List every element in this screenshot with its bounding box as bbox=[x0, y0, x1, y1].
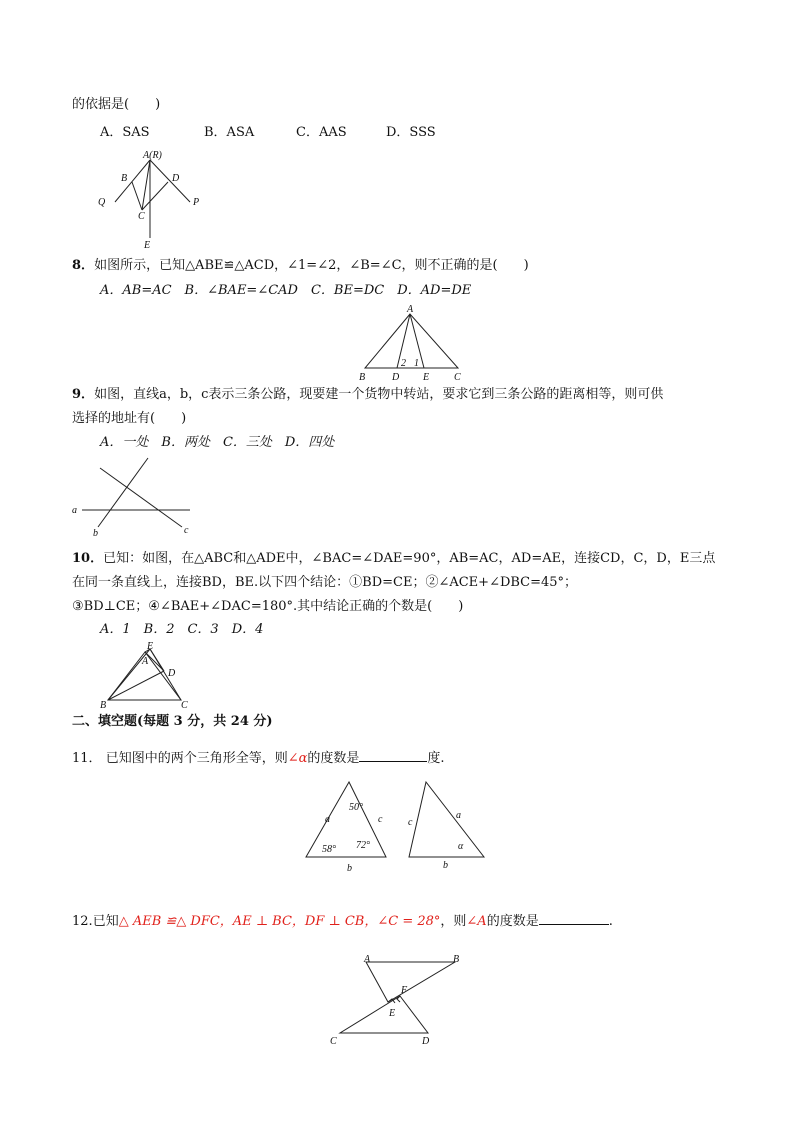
q9-stem-line2: 选择的地址有( ) bbox=[72, 411, 187, 426]
q12-stem-b: ，则 bbox=[440, 914, 467, 929]
q8-options: A．AB=AC B．∠BAE=∠CAD C．BE=DC D．AD=DE bbox=[100, 283, 472, 298]
q10-label-d: D bbox=[168, 668, 176, 679]
q7-label-d: D bbox=[172, 173, 180, 184]
q8-label-1: 1 bbox=[414, 358, 419, 369]
q12-label-c: C bbox=[330, 1036, 337, 1047]
q11-unit: 度. bbox=[427, 751, 445, 766]
q10-label-e: E bbox=[147, 641, 154, 652]
q10-number: 10 bbox=[72, 551, 91, 566]
q8-label-c: C bbox=[454, 372, 461, 383]
q8-label-a: A bbox=[407, 304, 414, 315]
q10-label-c: C bbox=[181, 700, 188, 711]
q11-stem-b: 的度数是 bbox=[307, 751, 360, 766]
q12-stem-c: 的度数是 bbox=[486, 914, 539, 929]
q11-number: 11． bbox=[72, 751, 102, 766]
q10-stem-line3: ③BD⊥CE；④∠BAE+∠DAC=180°.其中结论正确的个数是( ) bbox=[72, 599, 464, 614]
q11-label-c2: c bbox=[408, 817, 413, 828]
q7-label-a: A(R) bbox=[143, 150, 162, 161]
q7-label-c: C bbox=[138, 211, 145, 222]
q7-option-a: A．SAS bbox=[100, 125, 150, 140]
q11-label-b2: b bbox=[443, 860, 448, 871]
q11-stem-a: 已知图中的两个三角形全等，则 bbox=[105, 751, 288, 766]
q11-label-58: 58° bbox=[322, 844, 336, 855]
q12-stem-a: 已知 bbox=[92, 914, 119, 929]
q10-options: A．1 B．2 C．3 D．4 bbox=[100, 622, 264, 637]
q7-option-d: D．SSS bbox=[386, 125, 436, 140]
q9-label-b: b bbox=[93, 528, 98, 539]
q11-label-b1: b bbox=[347, 863, 352, 874]
q8-label-e: E bbox=[423, 372, 430, 383]
q11-label-c1: c bbox=[378, 814, 383, 825]
q8-stem: 如图所示，已知△ABE≌△ACD，∠1=∠2，∠B=∠C，则不正确的是( ) bbox=[94, 258, 529, 273]
q9-number: 9 bbox=[72, 387, 82, 402]
q7-label-b: B bbox=[121, 173, 128, 184]
q7-stem-tail: 的依据是( ) bbox=[72, 97, 161, 112]
q8-label-b: B bbox=[359, 372, 366, 383]
q9-label-c: c bbox=[184, 525, 189, 536]
q7-label-p: P bbox=[193, 197, 200, 208]
q12-angle: ∠A bbox=[466, 914, 487, 929]
q7-option-b: B．ASA bbox=[204, 125, 255, 140]
q8-label-d: D bbox=[392, 372, 400, 383]
q12-label-b: B bbox=[453, 954, 460, 965]
q12-number: 12. bbox=[72, 914, 93, 929]
q10-label-a: A bbox=[142, 656, 149, 667]
q12-label-a: A bbox=[364, 954, 371, 965]
q8-line: 8．如图所示，已知△ABE≌△ACD，∠1=∠2，∠B=∠C，则不正确的是( ) bbox=[72, 258, 529, 273]
q7-option-c: C．AAS bbox=[296, 125, 347, 140]
q12-math: △ AEB ≌△ DFC，AE ⊥ BC，DF ⊥ CB，∠C = 28° bbox=[118, 914, 441, 929]
q12-label-f: F bbox=[401, 985, 408, 996]
q12-label-e: E bbox=[389, 1008, 396, 1019]
q8-label-2: 2 bbox=[401, 358, 406, 369]
q10-stem-line2: 在同一条直线上，连接BD，BE.以下四个结论：①BD=CE；②∠ACE+∠DBC=45°； bbox=[72, 575, 578, 590]
q11-label-a2: a bbox=[456, 810, 461, 821]
q11-label-a1: a bbox=[325, 814, 330, 825]
section-title: 二、填空题(每题 3 分，共 24 分) bbox=[72, 714, 273, 729]
q9-label-a: a bbox=[72, 505, 77, 516]
q7-label-q: Q bbox=[98, 197, 106, 208]
q10-label-b: B bbox=[100, 700, 107, 711]
q11-label-alpha: α bbox=[458, 841, 464, 852]
q9-stem-line1: 如图，直线a，b，c表示三条公路，现要建一个货物中转站，要求它到三条公路的距离相等，则可供 bbox=[94, 387, 664, 402]
q11-label-50: 50° bbox=[349, 802, 363, 813]
q12-label-d: D bbox=[422, 1036, 430, 1047]
q10-stem-line1: 已知：如图，在△ABC和△ADE中，∠BAC=∠DAE=90°，AB=AC，AD=AE，连接CD，C，D，E三点 bbox=[103, 551, 716, 566]
q8-number: 8 bbox=[72, 258, 82, 273]
q9-options: A．一处 B．两处 C．三处 D．四处 bbox=[100, 435, 335, 450]
q10-line1: 10．已知：如图，在△ABC和△ADE中，∠BAC=∠DAE=90°，AB=AC，AD=AE，连接CD，C，D，E三点 bbox=[72, 551, 716, 566]
q7-label-e: E bbox=[144, 240, 151, 251]
q9-line1: 9．如图，直线a，b，c表示三条公路，现要建一个货物中转站，要求它到三条公路的距离相等，则可供 bbox=[72, 387, 664, 402]
q11-angle: ∠α bbox=[287, 751, 308, 766]
q12-end: . bbox=[608, 914, 613, 929]
q11-label-72: 72° bbox=[356, 840, 370, 851]
